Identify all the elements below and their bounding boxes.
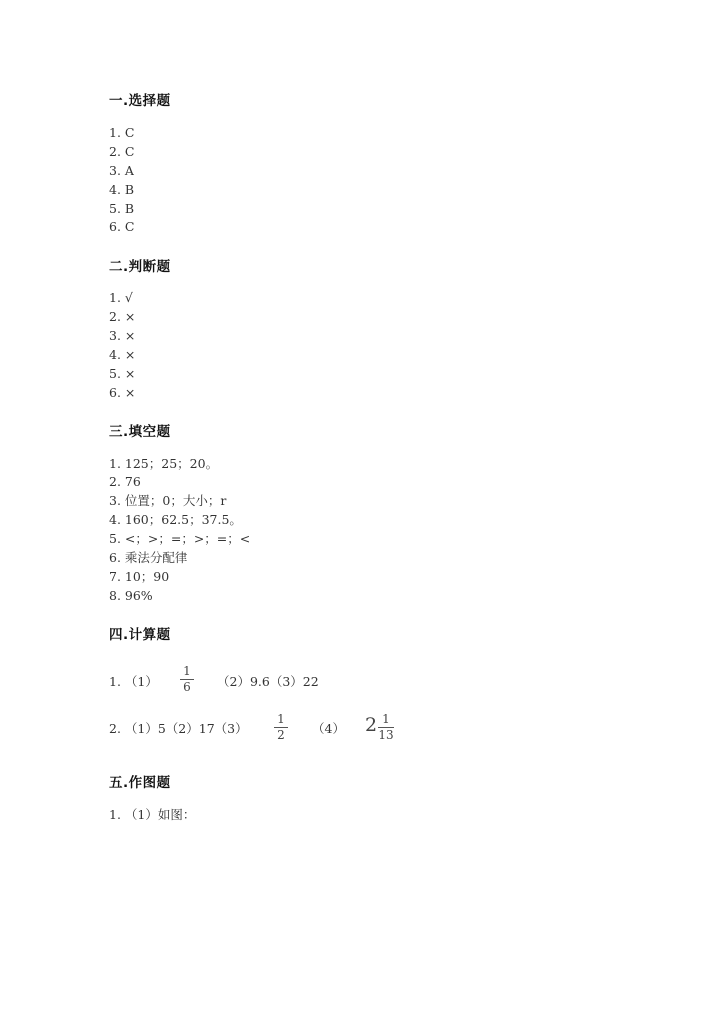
- fraction-numerator: 1: [183, 664, 191, 678]
- fraction-denominator: 6: [183, 680, 191, 694]
- section-title-drawing: 五.作图题: [109, 775, 171, 791]
- answer-item: 2. ×: [109, 309, 136, 324]
- answer-item: 3. A: [109, 163, 134, 178]
- answer-item: 6. ×: [109, 385, 136, 400]
- answer-item: 5. B: [109, 201, 135, 216]
- calc-q2-fraction: [274, 713, 288, 742]
- answer-item: 1. C: [109, 125, 135, 140]
- answer-item: 8. 96%: [109, 588, 153, 603]
- answer-item: 2. 76: [109, 474, 141, 489]
- answer-item: 6. C: [109, 219, 135, 234]
- section-title-judgement: 二.判断题: [109, 259, 171, 275]
- answer-item: 1. √: [109, 290, 133, 305]
- answer-item: 3. ×: [109, 328, 136, 343]
- answer-item: 5. <；>；=；>；=；<: [109, 531, 251, 546]
- fraction-denominator: 13: [378, 728, 394, 742]
- fraction-numerator: 1: [277, 712, 285, 726]
- calc-q2-mixed-fraction: [378, 713, 394, 742]
- calc-q2-mid: （4）: [312, 721, 345, 736]
- calc-q2-prefix: 2. （1）5（2）17（3）: [109, 721, 248, 736]
- calc-q1-prefix: 1. （1）: [109, 674, 158, 689]
- answer-item: 1. （1）如图：: [109, 807, 196, 822]
- answer-item: 4. B: [109, 182, 135, 197]
- calc-q1-suffix: （2）9.6（3）22: [217, 674, 319, 689]
- answer-item: 4. ×: [109, 347, 136, 362]
- section-title-calculation: 四.计算题: [109, 627, 171, 643]
- answer-item: 6. 乘法分配律: [109, 550, 188, 565]
- answer-item: 2. C: [109, 144, 135, 159]
- answer-item: 4. 160；62.5；37.5。: [109, 512, 242, 527]
- mixed-number-whole: 2: [365, 714, 378, 736]
- fraction-denominator: 2: [277, 728, 285, 742]
- calc-q1-fraction: [180, 665, 194, 694]
- answer-item: 7. 10；90: [109, 569, 170, 584]
- answer-item: 5. ×: [109, 366, 136, 381]
- section-title-fill-blank: 三.填空题: [109, 424, 171, 440]
- answer-item: 3. 位置；0；大小；r: [109, 493, 227, 508]
- answer-item: 1. 125；25；20。: [109, 456, 219, 471]
- section-title-choice: 一.选择题: [109, 93, 171, 109]
- fraction-numerator: 1: [382, 712, 390, 726]
